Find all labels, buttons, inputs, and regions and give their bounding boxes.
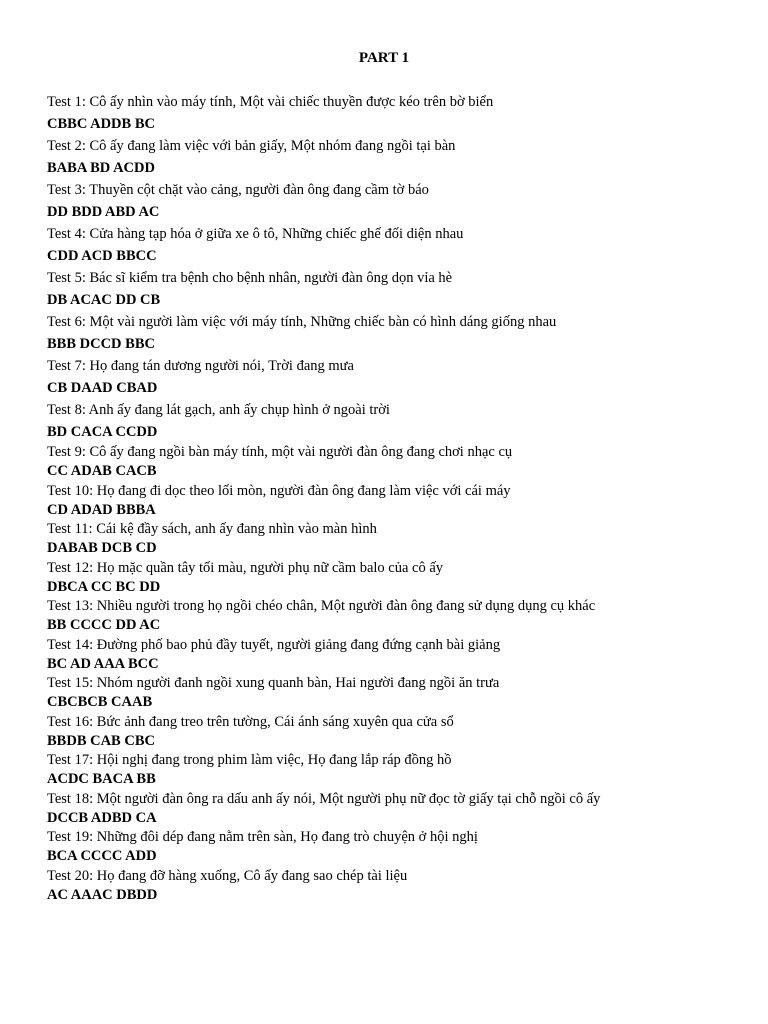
test-description: Test 18: Một người đàn ông ra dấu anh ấy nói, Một người phụ nữ đọc tờ giấy tại chỗ ngồi cô ấy <box>47 790 601 807</box>
test-answer-key: CBCBCB CAAB <box>47 694 153 710</box>
test-description: Test 8: Anh ấy đang lát gạch, anh ấy chụp hình ở ngoài trời <box>47 402 390 418</box>
test-answer-key: DCCB ADBD CA <box>47 809 157 826</box>
test-answer-key: CD ADAD BBBA <box>47 501 156 518</box>
test-answer-key: CC ADAB CACB <box>47 463 157 479</box>
test-answer-key: DD BDD ABD AC <box>47 204 160 220</box>
page-title: PART 1 <box>358 50 410 66</box>
test-description: Test 19: Những đôi dép đang nằm trên sàn, Họ đang trò chuyện ở hội nghị <box>47 829 478 845</box>
test-answer-key: BBDB CAB CBC <box>47 732 155 749</box>
test-description: Test 3: Thuyền cột chặt vào cảng, người đàn ông đang cầm tờ báo <box>47 182 429 198</box>
test-answer-key: ACDC BACA BB <box>47 771 156 787</box>
list-item <box>47 790 747 829</box>
test-answer-key: BCA CCCC ADD <box>47 848 157 864</box>
test-answer-key: BC AD AAA BCC <box>47 655 159 672</box>
list-item <box>47 443 747 482</box>
test-description: Test 5: Bác sĩ kiểm tra bệnh cho bệnh nhân, người đàn ông dọn vỉa hè <box>47 270 453 286</box>
test-description: Test 11: Cái kệ đầy sách, anh ấy đang nhìn vào màn hình <box>47 521 377 537</box>
test-description: Test 20: Họ đang đỡ hàng xuống, Cô ấy đang sao chép tài liệu <box>47 867 408 884</box>
test-answer-key: BBB DCCD BBC <box>47 336 155 352</box>
test-description: Test 4: Cửa hàng tạp hóa ở giữa xe ô tô, Những chiếc ghế đối diện nhau <box>47 226 464 242</box>
list-item <box>47 355 747 399</box>
test-description: Test 13: Nhiều người trong họ ngồi chéo chân, Một người đàn ông đang sử dụng dụng cụ khác <box>47 598 596 614</box>
test-description: Test 7: Họ đang tán dương người nói, Trời đang mưa <box>47 358 354 374</box>
list-item <box>47 559 747 598</box>
list-item <box>47 751 747 790</box>
test-answer-key: CB DAAD CBAD <box>47 380 158 396</box>
list-item <box>47 867 747 906</box>
list-item <box>47 674 747 713</box>
test-answer-key: AC AAAC DBDD <box>47 886 158 903</box>
list-item <box>47 399 747 443</box>
test-answer-key: DB ACAC DD CB <box>47 292 161 308</box>
test-description: Test 17: Hội nghị đang trong phim làm việc, Họ đang lắp ráp đồng hồ <box>47 752 452 768</box>
test-description: Test 2: Cô ấy đang làm việc với bản giấy, Một nhóm đang ngồi tại bàn <box>47 138 456 154</box>
test-description: Test 1: Cô ấy nhìn vào máy tính, Một vài chiếc thuyền được kéo trên bờ biển <box>47 94 494 110</box>
list-item <box>47 713 747 752</box>
test-description: Test 10: Họ đang đi dọc theo lối mòn, người đàn ông đang làm việc với cái máy <box>47 482 511 499</box>
list-item <box>47 179 747 223</box>
test-description: Test 12: Họ mặc quần tây tối màu, người phụ nữ cầm balo của cô ấy <box>47 559 444 576</box>
test-description: Test 9: Cô ấy đang ngồi bàn máy tính, một vài người đàn ông đang chơi nhạc cụ <box>47 444 513 460</box>
list-item <box>47 223 747 267</box>
list-item <box>47 828 747 867</box>
test-answer-key: BD CACA CCDD <box>47 424 158 440</box>
test-description: Test 16: Bức ảnh đang treo trên tường, Cái ánh sáng xuyên qua cửa sổ <box>47 713 454 730</box>
test-list <box>47 91 747 905</box>
test-description: Test 6: Một vài người làm việc với máy tính, Những chiếc bàn có hình dáng giống nhau <box>47 314 557 330</box>
list-item <box>47 636 747 675</box>
list-item <box>47 482 747 521</box>
list-item <box>47 597 747 636</box>
list-item <box>47 520 747 559</box>
test-answer-key: BABA BD ACDD <box>47 160 155 176</box>
test-answer-key: DABAB DCB CD <box>47 540 157 556</box>
test-answer-key: DBCA CC BC DD <box>47 578 161 595</box>
list-item <box>47 267 747 311</box>
test-description: Test 15: Nhóm người đanh ngồi xung quanh bàn, Hai người đang ngồi ăn trưa <box>47 675 500 691</box>
test-answer-key: BB CCCC DD AC <box>47 617 161 633</box>
test-answer-key: CBBC ADDB BC <box>47 116 155 132</box>
list-item <box>47 135 747 179</box>
list-item <box>47 91 747 135</box>
test-description: Test 14: Đường phố bao phủ đầy tuyết, người giảng đang đứng cạnh bài giảng <box>47 636 501 653</box>
test-answer-key: CDD ACD BBCC <box>47 248 157 264</box>
list-item <box>47 311 747 355</box>
